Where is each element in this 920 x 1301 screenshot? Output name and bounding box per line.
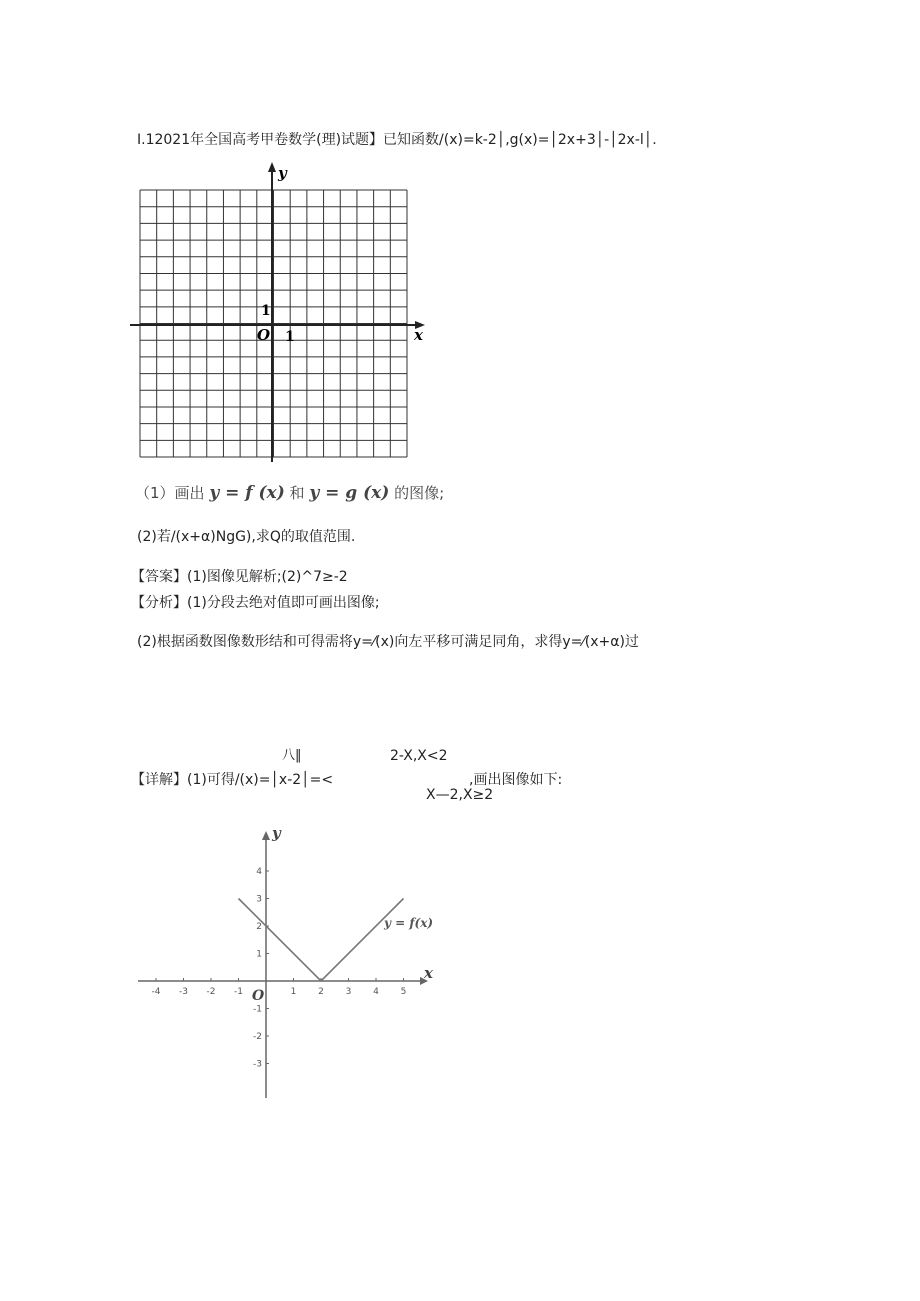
y-tick-label: -3 [253,1059,262,1070]
grid-lines [140,190,407,457]
x-tick-label: 3 [345,987,352,997]
graph-curve-label: y = f(x) [384,916,434,930]
part1-mid: 和 [289,484,305,502]
detail-case-2: X—2,X≥2 [426,787,494,803]
graph-y-arrow [262,831,270,840]
x-tick-label: 5 [400,987,407,997]
grid-y-arrow [268,162,276,172]
grid-y-label: y [278,164,287,182]
coordinate-grid-figure [130,160,460,470]
x-tick-label: 4 [373,987,379,997]
y-tick-label: -1 [253,1004,262,1015]
y-tick-label: -2 [253,1032,262,1042]
part1-line [135,484,444,502]
analysis-line-1: 【分析】(1)分段去绝对值即可画出图像; [131,595,380,611]
part1-eq-f: y = f (x) [209,483,285,503]
answer-line: 【答案】(1)图像见解析;(2)^7≥-2 [131,569,348,585]
detail-case-1: 2-X,X<2 [390,748,448,764]
analysis-line-2: (2)根据函数图像数形结和可得需将y=⁄(x)向左平移可满足同角，求得y=⁄(x+α)过 [137,634,639,650]
part2-line: (2)若/(x+α)NgG),求Q的取值范围. [137,529,356,545]
grid-unit-y-label: 1 [261,303,271,319]
detail-suffix: ,画出图像如下: [469,772,563,788]
x-tick-label: 2 [318,987,324,997]
grid-origin-label: O [257,326,271,344]
detail-prefix-noise: 八‖ [282,748,302,763]
x-tick-label: 1 [290,987,297,997]
series-line-f [239,899,404,982]
x-tick-label: -4 [151,987,161,997]
part1-tail: 的图像; [394,484,445,502]
part1-prefix: （1）画出 [135,484,205,502]
graph-y-label: y [272,826,281,842]
function-graph-figure [132,826,442,1106]
grid-unit-x-label: 1 [285,329,295,345]
detail-line: 【详解】(1)可得/(x)=│x-2│=< [131,772,334,788]
x-tick-label: -1 [234,987,243,997]
graph-origin-label: O [252,988,265,1004]
part1-eq-g: y = g (x) [309,483,390,503]
problem-header: I.12021年全国高考甲卷数学(理)试题】已知函数/(x)=k-2│,g(x)=│2x+3│-│2x-l│. [137,132,657,148]
y-tick-label: 3 [256,894,262,905]
grid-x-label: x [414,326,423,344]
x-tick-label: -3 [179,987,188,997]
graph-x-label: x [424,964,433,982]
x-tick-label: -2 [206,987,216,997]
y-tick-label: 1 [256,949,262,960]
y-tick-label: 2 [256,922,262,932]
y-tick-label: 4 [256,867,262,877]
